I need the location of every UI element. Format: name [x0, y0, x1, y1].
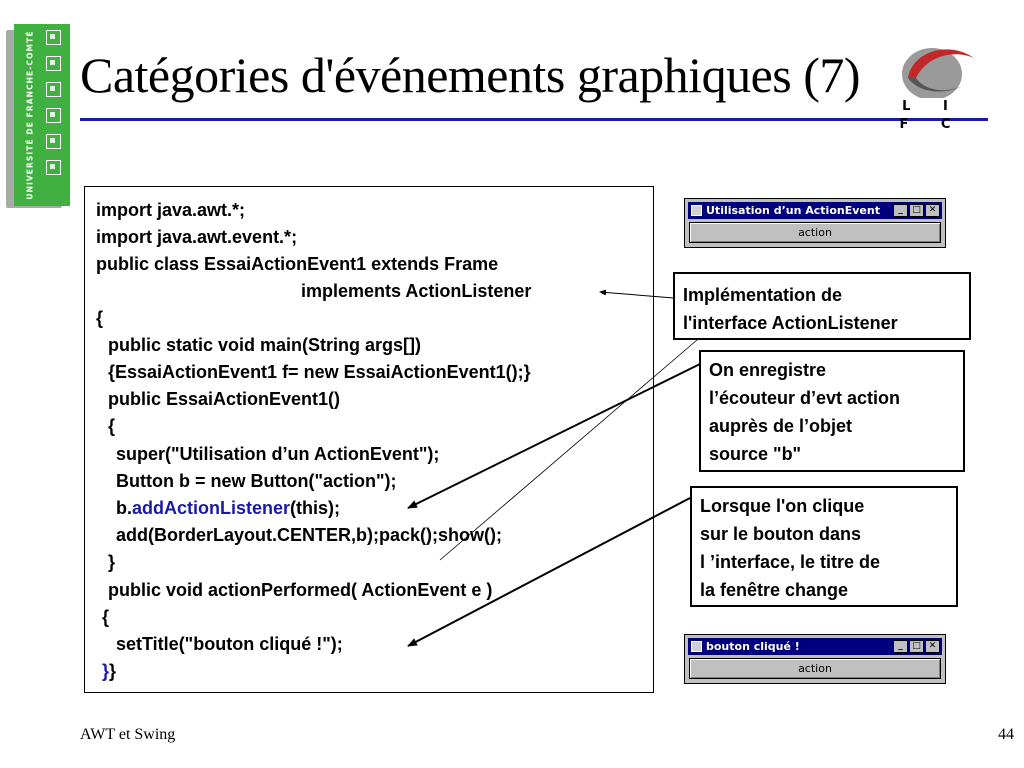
annotation-line: On enregistre: [709, 360, 827, 380]
footer-course-name: AWT et Swing: [80, 726, 176, 743]
slide-title: Catégories d'événements graphiques (7): [80, 47, 861, 103]
code-line: {: [108, 416, 116, 436]
code-line: public static void main(String args[]): [108, 335, 422, 355]
code-line: {: [102, 607, 110, 627]
code-line: super("Utilisation d’un ActionEvent");: [116, 444, 440, 464]
annotation-line: auprès de l’objet: [709, 416, 853, 436]
annotation-line: l'interface ActionListener: [683, 313, 898, 333]
close-button[interactable]: ✕: [925, 204, 940, 217]
code-text: b.: [116, 498, 132, 518]
code-line-implements: implements ActionListener: [301, 281, 532, 301]
arrow-add-listener: [408, 364, 700, 508]
annotation-line: la fenêtre change: [700, 580, 849, 600]
minimize-button[interactable]: _: [893, 204, 908, 217]
code-text: (this);: [290, 498, 341, 518]
code-line: public class EssaiActionEvent1 extends Frame: [96, 254, 499, 274]
code-line-action-performed: public void actionPerformed( ActionEvent e ): [108, 580, 493, 600]
annotation-line: l’écouteur d’evt action: [709, 388, 901, 408]
code-line: import java.awt.event.*;: [96, 227, 298, 247]
maximize-button[interactable]: □: [909, 640, 924, 653]
code-line-set-title: setTitle("bouton cliqué !");: [116, 634, 343, 654]
close-button[interactable]: ✕: [925, 640, 940, 653]
code-line: {EssaiActionEvent1 f= new EssaiActionEvent1();}: [108, 362, 531, 382]
code-method-highlight: addActionListener: [132, 498, 291, 518]
annotation-line: sur le bouton dans: [700, 524, 862, 544]
logo-text: L I F C: [884, 98, 980, 116]
arrow-implements: [600, 292, 674, 298]
code-line: public EssaiActionEvent1(): [108, 389, 341, 409]
action-button[interactable]: action: [689, 658, 941, 679]
annotation-line: source "b": [709, 444, 802, 464]
code-line: {: [96, 308, 104, 328]
code-text: }: [102, 661, 110, 681]
code-text: }: [109, 661, 117, 681]
window-title: Utilisation d’un ActionEvent: [706, 204, 880, 217]
code-line: }: [108, 552, 116, 572]
code-line: Button b = new Button("action");: [116, 471, 397, 491]
minimize-button[interactable]: _: [893, 640, 908, 653]
action-button[interactable]: action: [689, 222, 941, 243]
code-line: add(BorderLayout.CENTER,b);pack();show();: [116, 525, 502, 545]
maximize-button[interactable]: □: [909, 204, 924, 217]
annotation-line: Lorsque l'on clique: [700, 496, 865, 516]
annotation-line: l ’interface, le titre de: [700, 552, 881, 572]
window-title: bouton cliqué !: [706, 640, 800, 653]
arrow-set-title: [408, 498, 690, 646]
page-number: 44: [998, 726, 1014, 743]
annotation-line: Implémentation de: [683, 285, 843, 305]
arrow-implements-thin: [440, 340, 697, 560]
code-line: import java.awt.*;: [96, 200, 246, 220]
university-name: UNIVERSITÉ DE FRANCHE-COMTÉ: [25, 30, 35, 200]
